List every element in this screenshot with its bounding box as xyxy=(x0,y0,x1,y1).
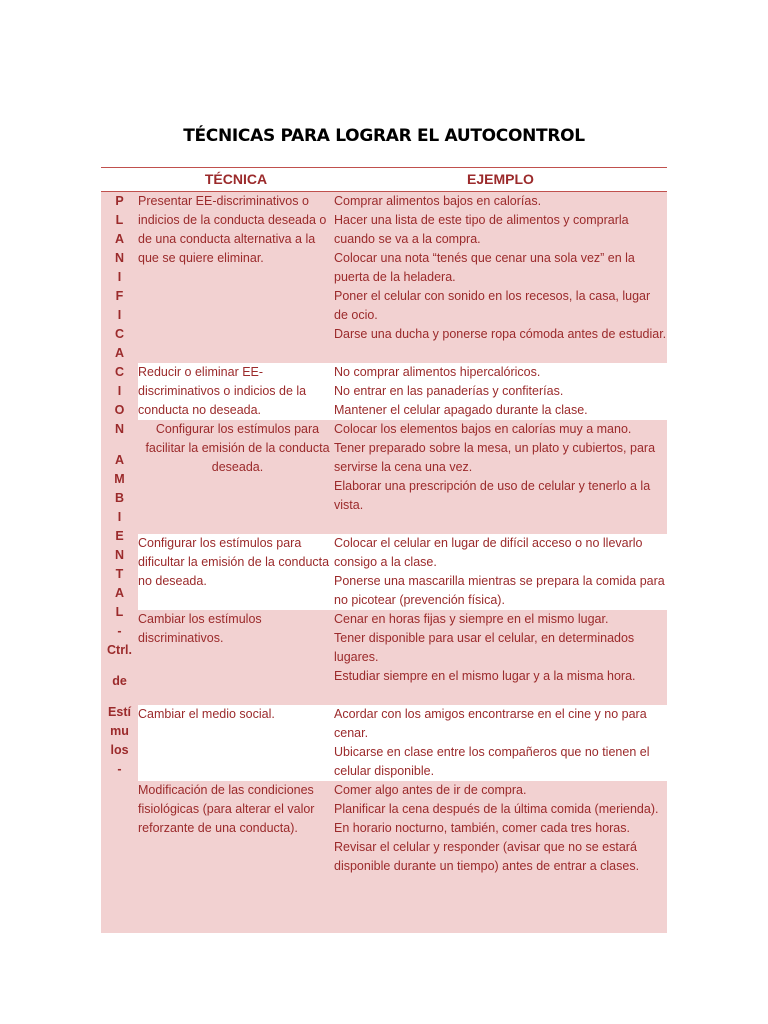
side-letter: O xyxy=(114,403,125,417)
technique-cell: Cambiar el medio social. xyxy=(138,705,334,781)
example-item: Mantener el celular apagado durante la clase. xyxy=(334,403,588,417)
side-letter: E xyxy=(115,529,124,543)
example-cell xyxy=(334,534,667,610)
example-cell xyxy=(334,781,667,933)
example-item: Ubicarse en clase entre los compañeros que no tienen el celular disponible. xyxy=(334,745,650,778)
side-word: Estí xyxy=(108,705,131,719)
side-letter: A xyxy=(114,453,125,467)
side-letter: I xyxy=(117,384,122,398)
example-cell xyxy=(334,192,667,364)
side-letter: L xyxy=(115,213,124,227)
table-row xyxy=(101,363,667,420)
side-letter: C xyxy=(114,327,125,341)
side-letter: A xyxy=(114,346,125,360)
technique-cell: Presentar EE-discriminativos o indicios de la conducta deseada o de una conducta alternativa a la que se quiere eliminar. xyxy=(138,192,334,364)
technique-cell: Modificación de las condiciones fisiológicas (para alterar el valor reforzante de una conducta). xyxy=(138,781,334,933)
side-word: mu xyxy=(110,724,129,738)
side-letter: - xyxy=(117,624,122,638)
example-item: Revisar el celular y responder (avisar que no se estará disponible durante un tiempo) antes de entrar a clases. xyxy=(334,840,640,873)
side-letter: C xyxy=(114,365,125,379)
side-letter: I xyxy=(117,510,122,524)
example-item: Tener preparado sobre la mesa, un plato y cubiertos, para servirse la cena una vez. xyxy=(334,441,656,474)
example-item: Elaborar una prescripción de uso de celular y tenerlo a la vista. xyxy=(334,479,651,512)
example-cell xyxy=(334,705,667,781)
side-letter: P xyxy=(115,194,124,208)
example-cell xyxy=(334,420,667,534)
side-letter: T xyxy=(115,567,124,581)
example-item: Colocar el celular en lugar de difícil acceso o no llevarlo consigo a la clase. xyxy=(334,536,643,569)
technique-header: TÉCNICA xyxy=(138,168,334,192)
example-item: Cenar en horas fijas y siempre en el mismo lugar. xyxy=(334,612,609,626)
side-letter: B xyxy=(114,491,125,505)
side-word: - xyxy=(117,762,122,776)
example-item: Tener disponible para usar el celular, en determinados lugares. xyxy=(334,631,635,664)
example-item: Hacer una lista de este tipo de alimentos y comprarla cuando se va a la compra. xyxy=(334,213,629,246)
table-header-row xyxy=(101,168,667,192)
example-item: Comprar alimentos bajos en calorías. xyxy=(334,194,542,208)
side-letter: N xyxy=(114,422,125,436)
example-cell xyxy=(334,610,667,705)
page-title: TÉCNICAS PARA LOGRAR EL AUTOCONTROL xyxy=(183,126,585,146)
techniques-table xyxy=(101,167,667,933)
table-row xyxy=(101,705,667,781)
side-category-label xyxy=(101,192,138,934)
side-word: los xyxy=(110,743,129,757)
example-item: En horario nocturno, también, comer cada tres horas. xyxy=(334,821,630,835)
side-header xyxy=(101,168,138,192)
technique-cell: Cambiar los estímulos discriminativos. xyxy=(138,610,334,705)
example-item: Planificar la cena después de la última comida (merienda). xyxy=(334,802,659,816)
example-item: Acordar con los amigos encontrarse en el cine y no para cenar. xyxy=(334,707,647,740)
example-item: No entrar en las panaderías y confiterías. xyxy=(334,384,564,398)
side-letter: A xyxy=(114,232,125,246)
example-cell xyxy=(334,363,667,420)
table-row xyxy=(101,192,667,364)
side-letter: N xyxy=(114,548,125,562)
technique-cell: Reducir o eliminar EE-discriminativos o indicios de la conducta no deseada. xyxy=(138,363,334,420)
table-row xyxy=(101,610,667,705)
example-item: Comer algo antes de ir de compra. xyxy=(334,783,527,797)
side-letter: F xyxy=(115,289,124,303)
technique-cell: Configurar los estímulos para dificultar la emisión de la conducta no deseada. xyxy=(138,534,334,610)
technique-cell: Configurar los estímulos para facilitar la emisión de la conducta deseada. xyxy=(138,420,334,534)
table-row xyxy=(101,420,667,534)
side-letter: L xyxy=(115,605,124,619)
side-letter: N xyxy=(114,251,125,265)
side-word: de xyxy=(112,674,127,688)
side-letter: I xyxy=(117,270,122,284)
example-item: Ponerse una mascarilla mientras se prepara la comida para no picotear (prevención física). xyxy=(334,574,665,607)
side-letter: A xyxy=(114,586,125,600)
side-letter: M xyxy=(114,472,125,486)
example-item: Estudiar siempre en el mismo lugar y a la misma hora. xyxy=(334,669,636,683)
side-letter: I xyxy=(117,308,122,322)
table-row xyxy=(101,534,667,610)
example-item: Colocar los elementos bajos en calorías muy a mano. xyxy=(334,422,632,436)
table-row xyxy=(101,781,667,933)
example-item: Darse una ducha y ponerse ropa cómoda antes de estudiar. xyxy=(334,327,667,341)
example-header: EJEMPLO xyxy=(334,168,667,192)
example-item: Colocar una nota “tenés que cenar una sola vez” en la puerta de la heladera. xyxy=(334,251,635,284)
side-word: Ctrl. xyxy=(107,643,132,657)
example-item: Poner el celular con sonido en los recesos, la casa, lugar de ocio. xyxy=(334,289,651,322)
example-item: No comprar alimentos hipercalóricos. xyxy=(334,365,541,379)
